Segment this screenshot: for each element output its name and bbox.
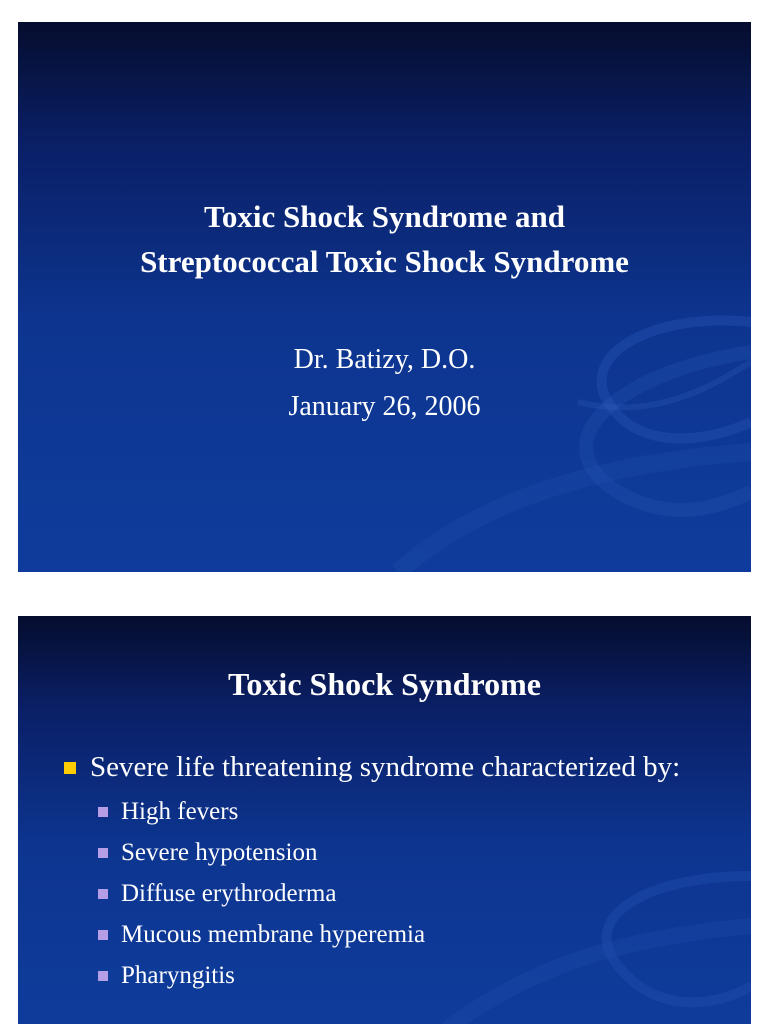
square-bullet-icon	[98, 848, 108, 858]
sub-bullet-text: Diffuse erythroderma	[121, 880, 337, 907]
sub-bullet-text: Pharyngitis	[121, 962, 235, 989]
slide-title: Toxic Shock Syndrome	[228, 666, 541, 702]
title-line-2: Streptococcal Toxic Shock Syndrome	[140, 244, 629, 279]
slide-subtitle	[18, 336, 751, 430]
sub-bullet-item	[98, 832, 742, 873]
bullet-list	[62, 747, 742, 996]
square-bullet-icon	[98, 971, 108, 981]
author-text: Dr. Batizy, D.O.	[293, 344, 476, 375]
bullet-item	[62, 747, 742, 787]
title-slide	[18, 22, 751, 572]
sub-bullet-item	[98, 955, 742, 996]
square-bullet-icon	[98, 889, 108, 899]
sub-bullet-text: Severe hypotension	[121, 839, 318, 866]
content-slide	[18, 616, 751, 1024]
square-bullet-icon	[98, 807, 108, 817]
sub-bullet-text: High fevers	[121, 798, 239, 825]
date-text: January 26, 2006	[288, 391, 481, 422]
sub-bullet-text: Mucous membrane hyperemia	[121, 921, 426, 948]
square-bullet-icon	[98, 930, 108, 940]
decorative-swoosh	[18, 22, 751, 572]
slide-title	[18, 194, 751, 284]
sub-bullet-item	[98, 914, 742, 955]
bullet-text: Severe life threatening syndrome characterized by:	[90, 751, 681, 783]
sub-bullet-item	[98, 873, 742, 914]
sub-bullet-list	[62, 791, 742, 996]
sub-bullet-item	[98, 791, 742, 832]
square-bullet-icon	[64, 762, 76, 774]
title-line-1: Toxic Shock Syndrome and	[204, 199, 565, 234]
